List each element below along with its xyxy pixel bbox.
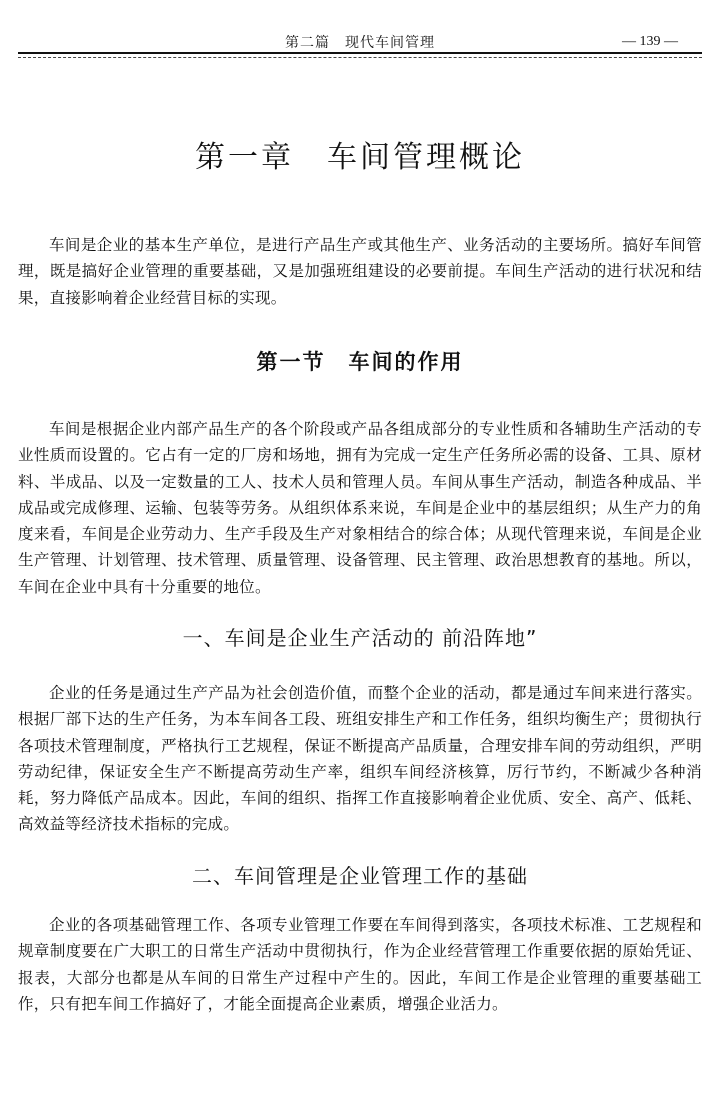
chapter-title: 第一章 车间管理概论 — [195, 140, 525, 175]
header-rule-thin — [18, 57, 702, 58]
subsection-1-title: 一、车间是企业生产活动的 前沿阵地” — [182, 626, 538, 650]
header-rule-thick — [18, 52, 702, 54]
section-body-paragraph: 车间是根据企业内部产品生产的各个阶段或产品各组成部分的专业性质和各辅助生产活动的专业性质而设置的。它占有一定的厂房和场地，拥有为完成一定生产任务所必需的设备、工具、原材料、半成品、以及一定数量的工人、技术人员和管理人员。车间从事生产活动，制造各种成品、半成品或完成修理、运输、包装等劳务。从组织体系来说，车间是企业中的基层组织；从生产力的角度来看，车间是企业劳动力、生产手段及生产对象相结合的综合体；从现代管理来说，车间是企业生产管理、计划管理、技术管理、质量管理、设备管理、民主管理、政治思想教育的基地。所以，车间在企业中具有十分重要的地位。 — [18, 420, 702, 596]
subsection-2-title: 二、车间管理是企业管理工作的基础 — [192, 864, 528, 888]
running-title: 第二篇 现代车间管理 — [285, 35, 435, 51]
subsection-1-paragraph: 企业的任务是通过生产产品为社会创造价值，而整个企业的活动，都是通过车间来进行落实。根据厂部下达的生产任务，为本车间各工段、班组安排生产和工作任务，组织均衡生产；贯彻执行各项技术管理制度，严格执行工艺规程，保证不断提高产品质量，合理安排车间的劳动组织，严明劳动纪律，保证安全生产不断提高劳动生产率，组织车间经济核算，厉行节约，不断减少各种消耗，努力降低产品成本。因此，车间的组织、指挥工作直接影响着企业优质、安全、高产、低耗、高效益等经济技术指标的完成。 — [18, 684, 702, 834]
chapter-intro-paragraph: 车间是企业的基本生产单位，是进行产品生产或其他生产、业务活动的主要场所。搞好车间管理，既是搞好企业管理的重要基础，又是加强班组建设的必要前提。车间生产活动的进行状况和结果，直接影响着企业经营目标的实现。 — [18, 236, 702, 307]
page-header — [0, 28, 720, 52]
subsection-2-paragraph: 企业的各项基础管理工作、各项专业管理工作要在车间得到落实，各项技术标准、工艺规程和规章制度要在广大职工的日常生产活动中贯彻执行，作为企业经营管理工作重要依据的原始凭证、报表，大部分也都是从车间的日常生产过程中产生的。因此，车间工作是企业管理的重要基础工作，只有把车间工作搞好了，才能全面提高企业素质，增强企业活力。 — [18, 916, 702, 1013]
section-title: 第一节 车间的作用 — [256, 350, 464, 374]
page-number: — 139 — — [622, 34, 678, 49]
